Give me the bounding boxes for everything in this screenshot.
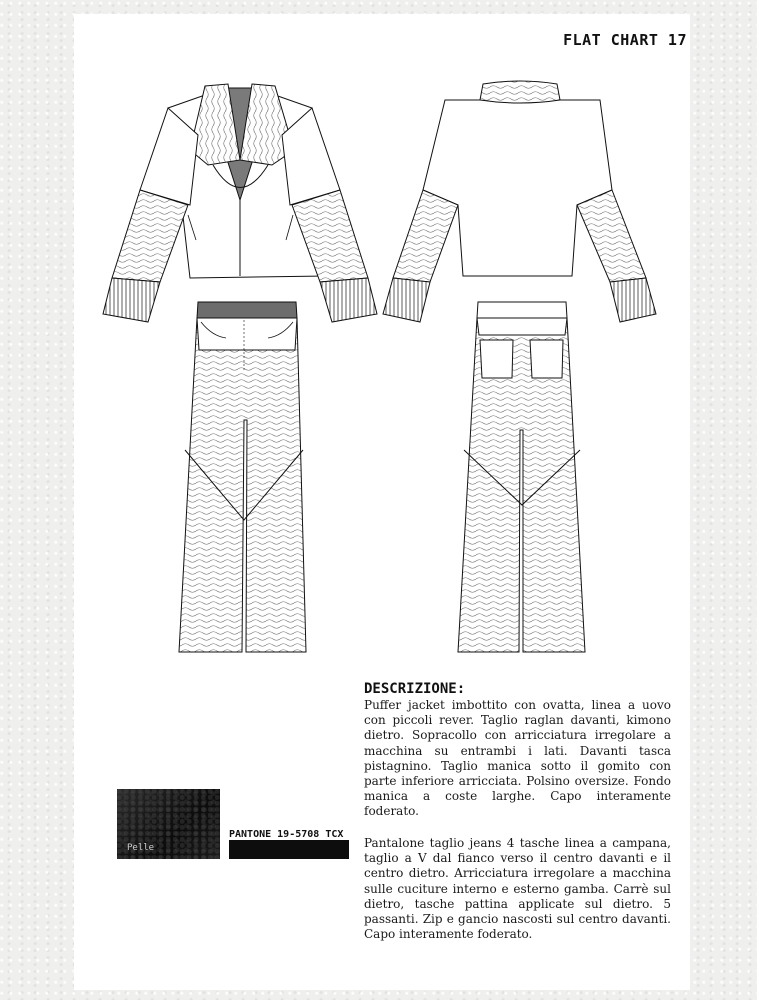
jacket-back <box>383 81 656 322</box>
swatch-label: Pelle <box>127 843 155 853</box>
description-trousers: Pantalone taglio jeans 4 tasche linea a campana, taglio a V dal fianco verso il centro davanti e il centro dietro. Arricciatura irregolare a macchina sulle cuciture interno e esterno gamba. Carrè sul dietro, tasche pattina applicate sul dietro. 5 passanti. Zip e gancio nascosti sul centro davanti. Capo interamente foderato. <box>364 836 671 942</box>
trousers-front <box>179 302 306 652</box>
trousers-back <box>458 302 585 652</box>
jacket-front <box>103 84 377 322</box>
description-jacket: Puffer jacket imbottito con ovatta, linea a uovo con piccoli rever. Taglio raglan davanti, kimono dietro. Sopracollo con arricciatura irregolare a macchina su entrambi i lati. Davanti tasca pistagnino. Taglio manica sotto il gomito con parte inferiore arricciata. Polsino oversize. Fondo manica a coste larghe. Capo interamente foderato. <box>364 698 671 819</box>
pantone-color-chip <box>229 840 349 859</box>
page-title: FLAT CHART 17 <box>563 31 687 49</box>
pantone-code: PANTONE 19-5708 TCX <box>229 829 344 840</box>
description-heading: DESCRIZIONE: <box>364 681 466 697</box>
leather-swatch <box>117 789 220 859</box>
